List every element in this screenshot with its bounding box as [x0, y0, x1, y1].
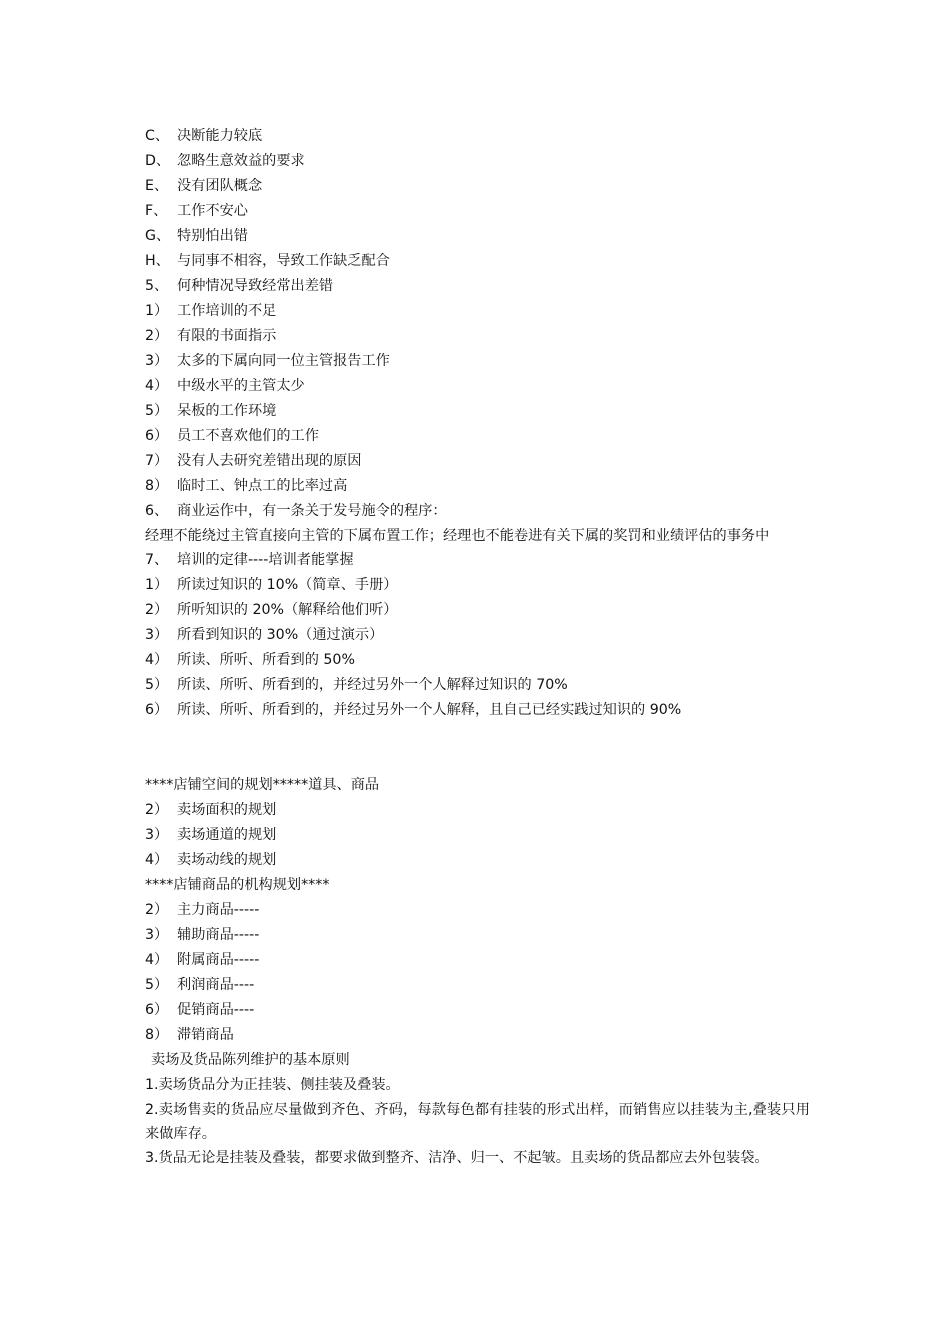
list-item	[145, 274, 810, 299]
list-marker: 5）	[145, 677, 169, 693]
section-heading: ****店铺空间的规划*****道具、商品	[145, 777, 380, 793]
list-text: 主力商品-----	[177, 902, 260, 918]
list-item	[145, 923, 810, 948]
space-planning-list	[145, 798, 810, 873]
list-text: 员工不喜欢他们的工作	[177, 428, 319, 444]
list-item	[145, 399, 810, 424]
list-item	[145, 449, 810, 474]
list-item	[145, 973, 810, 998]
section-heading: ****店铺商品的机构规划****	[145, 877, 330, 893]
list-marker: 6、	[145, 503, 169, 519]
list-text: 所看到知识的 30%（通过演示）	[177, 627, 384, 643]
training-list	[145, 548, 810, 723]
document-page	[145, 124, 810, 1170]
list-text: 附属商品-----	[177, 952, 260, 968]
list-marker: 3）	[145, 627, 169, 643]
list-text: 卖场通道的规划	[177, 827, 277, 843]
list-marker: 1）	[145, 303, 169, 319]
list-item	[145, 374, 810, 399]
list-marker: F、	[145, 203, 168, 219]
list-text: 所读、所听、所看到的，并经过另外一个人解释过知识的 70%	[177, 677, 568, 693]
list-item	[145, 623, 810, 648]
list-text: 呆板的工作环境	[177, 403, 277, 419]
list-item	[145, 324, 810, 349]
list-marker: 4）	[145, 852, 169, 868]
list-marker: 6）	[145, 702, 169, 718]
list-text: 临时工、钟点工的比率过高	[177, 478, 348, 494]
list-marker: E、	[145, 178, 169, 194]
list-text: 卖场动线的规划	[177, 852, 277, 868]
list-marker: 4）	[145, 652, 169, 668]
list-item	[145, 124, 810, 149]
list-marker: 8）	[145, 478, 169, 494]
list-text: 促销商品----	[177, 1002, 255, 1018]
list-marker: 2）	[145, 328, 169, 344]
list-text: 工作培训的不足	[177, 303, 277, 319]
list-item	[145, 1023, 810, 1048]
list-text: 与同事不相容，导致工作缺乏配合	[177, 253, 390, 269]
list-marker: 3）	[145, 827, 169, 843]
list-text: 中级水平的主管太少	[177, 378, 305, 394]
rule-item: 2.卖场售卖的货品应尽量做到齐色、齐码，每款每色都有挂装的形式出样，而销售应以挂装为主,叠装只用来做库存。	[145, 1102, 810, 1142]
list-text: 所读、所听、所看到的，并经过另外一个人解释，且自己已经实践过知识的 90%	[177, 702, 682, 718]
list-item	[145, 474, 810, 499]
list-item	[145, 848, 810, 873]
list-marker: 5、	[145, 278, 169, 294]
list-marker: 7、	[145, 552, 169, 568]
list-marker: 3）	[145, 927, 169, 943]
list-marker: 4）	[145, 378, 169, 394]
list-item	[145, 573, 810, 598]
list-text: 滞销商品	[177, 1027, 234, 1043]
list-text: 没有人去研究差错出现的原因	[177, 453, 362, 469]
list-marker: 2）	[145, 902, 169, 918]
list-text: 所读过知识的 10%（简章、手册）	[177, 577, 398, 593]
list-text: 所听知识的 20%（解释给他们听）	[177, 602, 398, 618]
list-marker: 8）	[145, 1027, 169, 1043]
spacer	[145, 723, 810, 773]
section-heading: 卖场及货品陈列维护的基本原则	[151, 1052, 350, 1068]
list-item	[145, 548, 810, 573]
product-structure-list	[145, 898, 810, 1048]
list-item	[145, 199, 810, 224]
list-item	[145, 648, 810, 673]
list-marker: 7）	[145, 453, 169, 469]
list-marker: 3）	[145, 353, 169, 369]
list-item	[145, 299, 810, 324]
list-item	[145, 798, 810, 823]
list-text: 决断能力较底	[177, 128, 263, 144]
list-item	[145, 224, 810, 249]
list-text: 何种情况导致经常出差错	[177, 278, 334, 294]
list-item	[145, 673, 810, 698]
list-marker: 2）	[145, 802, 169, 818]
list-marker: G、	[145, 228, 171, 244]
list-text: 利润商品----	[177, 977, 255, 993]
list-text: 太多的下属向同一位主管报告工作	[177, 353, 390, 369]
list-marker: D、	[145, 153, 171, 169]
paragraph: 经理不能绕过主管直接向主管的下属布置工作；经理也不能卷进有关下属的奖罚和业绩评估的事务中	[145, 528, 770, 544]
list-item	[145, 823, 810, 848]
list-text: 所读、所听、所看到的 50%	[177, 652, 355, 668]
list-text: 没有团队概念	[177, 178, 263, 194]
list-item	[145, 149, 810, 174]
list-text: 商业运作中，有一条关于发号施令的程序：	[177, 503, 447, 519]
list-marker: C、	[145, 128, 170, 144]
causes-list	[145, 124, 810, 524]
list-text: 忽略生意效益的要求	[177, 153, 305, 169]
list-text: 工作不安心	[177, 203, 248, 219]
display-rules	[145, 1073, 810, 1170]
rule-item: 1.卖场货品分为正挂装、侧挂装及叠装。	[145, 1077, 400, 1093]
list-item	[145, 948, 810, 973]
list-text: 培训的定律----培训者能掌握	[177, 552, 354, 568]
list-item	[145, 249, 810, 274]
list-item	[145, 424, 810, 449]
list-text: 有限的书面指示	[177, 328, 277, 344]
list-marker: 5）	[145, 977, 169, 993]
list-item	[145, 998, 810, 1023]
list-marker: 5）	[145, 403, 169, 419]
list-text: 特别怕出错	[177, 228, 248, 244]
list-item	[145, 499, 810, 524]
list-item	[145, 598, 810, 623]
list-item	[145, 698, 810, 723]
list-marker: 1）	[145, 577, 169, 593]
list-item	[145, 174, 810, 199]
list-marker: 6）	[145, 428, 169, 444]
list-text: 辅助商品-----	[177, 927, 260, 943]
rule-item: 3.货品无论是挂装及叠装，都要求做到整齐、洁净、归一、不起皱。且卖场的货品都应去外包装袋。	[145, 1150, 769, 1166]
list-marker: 6）	[145, 1002, 169, 1018]
list-item	[145, 898, 810, 923]
list-item	[145, 349, 810, 374]
list-text: 卖场面积的规划	[177, 802, 277, 818]
list-marker: 2）	[145, 602, 169, 618]
list-marker: 4）	[145, 952, 169, 968]
list-marker: H、	[145, 253, 170, 269]
